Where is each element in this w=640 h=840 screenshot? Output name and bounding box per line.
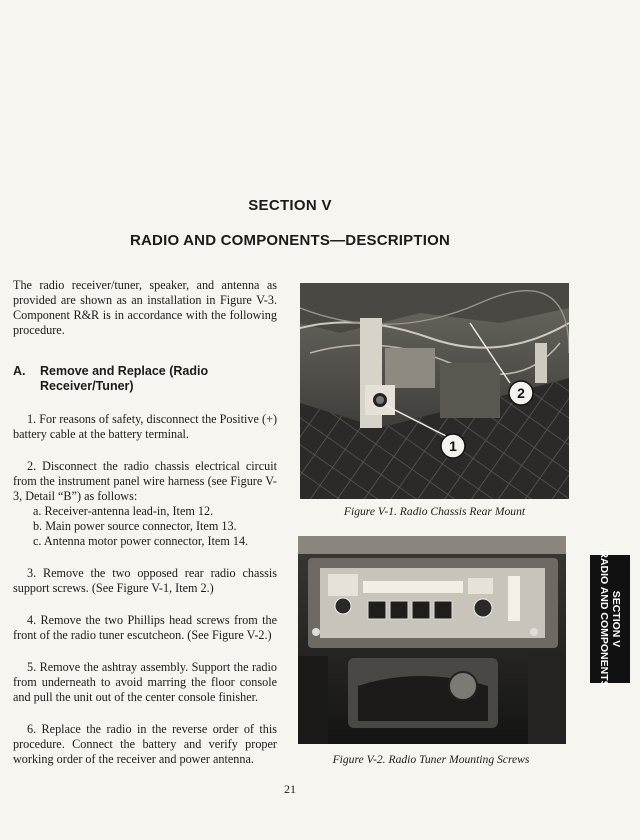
intro-paragraph: The radio receiver/tuner, speaker, and antenna as provided are shown as an installation in Figure V-3. Component R&R is in accordance with the following procedure. [13,278,277,337]
step-1: 1. For reasons of safety, disconnect the Positive (+) battery cable at the battery terminal. [13,412,277,441]
sublist-item-c: c. Antenna motor power connector, Item 14. [33,534,249,548]
subsection-letter: A. [13,364,26,378]
side-tab-line-1: SECTION V [610,590,622,648]
step-6: 6. Replace the radio in the reverse order of this procedure. Connect the battery and verify proper working order of the receiver and power antenna. [13,722,277,766]
sublist-item-b: b. Main power source connector, Item 13. [33,519,237,533]
figure-2-caption: Figure V-2. Radio Tuner Mounting Screws [332,753,530,766]
figure-2-photo [298,536,566,744]
step-3: 3. Remove the two opposed rear radio chassis support screws. (See Figure V-1, Item 2.) [13,566,277,595]
body-text-column [13,278,277,784]
subsection-title: Remove and Replace (Radio Receiver/Tuner) [40,364,209,393]
side-tab-line-2: RADIO AND COMPONENTS [598,550,610,688]
section-side-tab [590,550,630,688]
subsection-heading [13,364,277,394]
step-2: 2. Disconnect the radio chassis electrical circuit from the instrument panel wire harness (see Figure V-3, Detail “B”) as follows: [13,459,277,503]
page-title: RADIO AND COMPONENTS—DESCRIPTION [129,232,451,249]
step-5: 5. Remove the ashtray assembly. Support the radio from underneath to avoid marring the floor console and pull the unit out of the center console finisher. [13,660,277,704]
section-title: SECTION V [248,197,332,214]
figure-1-caption: Figure V-1. Radio Chassis Rear Mount [343,505,526,518]
page-number: 21 [284,782,296,796]
sublist-item-a: a. Receiver-antenna lead-in, Item 12. [33,504,214,518]
step-2-sublist [13,504,277,549]
step-4: 4. Remove the two Phillips head screws from the front of the radio tuner escutcheon. (See Figure V-2.) [13,613,277,642]
callout-1: 1 [449,438,457,454]
figure-1-photo [300,283,569,499]
callout-2: 2 [517,385,525,401]
